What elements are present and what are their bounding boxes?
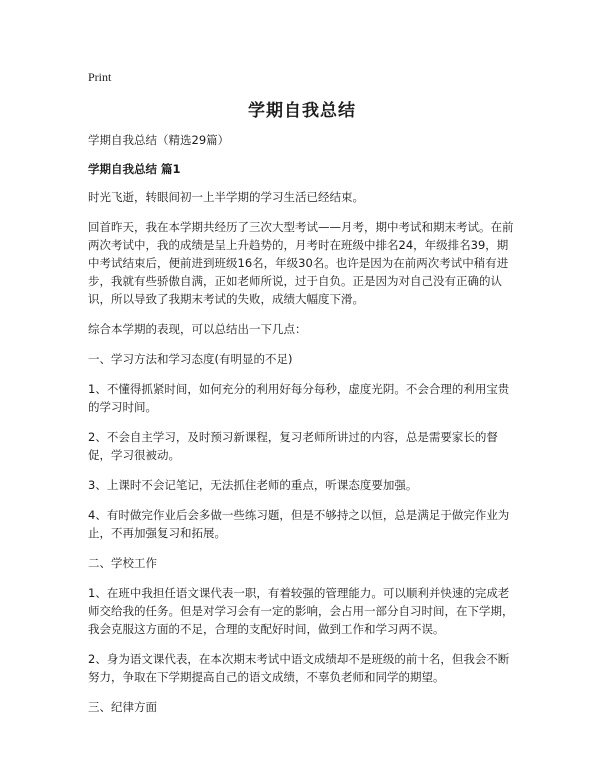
print-label[interactable]: Print	[88, 70, 112, 84]
paragraph: 1、不懂得抓紧时间，如何充分的利用好每分每秒，虚度光阴。不会合理的利用宝贵的学习时间。	[88, 382, 510, 414]
paragraph: 二、学校工作	[88, 556, 157, 570]
paragraph: 一、学习方法和学习态度(有明显的不足)	[88, 352, 293, 366]
paragraph: 三、纪律方面	[88, 700, 157, 714]
paragraph: 时光飞逝，转眼间初一上半学期的学习生活已经结束。	[88, 190, 364, 204]
page-title: 学期自我总结	[248, 101, 356, 121]
document-body	[88, 131, 516, 728]
paragraph: 2、身为语文课代表，在本次期末考试中语文成绩却不是班级的前十名，但我会不断努力，争取在下学期提高自己的语文成绩，不辜负老师和同学的期望。	[88, 652, 510, 684]
section-heading: 学期自我总结 篇1	[88, 162, 181, 176]
paragraph: 4、有时做完作业后会多做一些练习题，但是不够持之以恒，总是满足于做完作业为止，不再加强复习和拓展。	[88, 508, 510, 540]
document-subtitle: 学期自我总结（精选29篇）	[88, 133, 230, 147]
paragraph: 1、在班中我担任语文课代表一职，有着较强的管理能力。可以顺利并快速的完成老师交给我的任务。但是对学习会有一定的影响，会占用一部分自习时间，在下学期，我会克服这方面的不足，合理的支配好时间，做到工作和学习两不误。	[88, 586, 514, 636]
paragraph: 综合本学期的表现，可以总结出一下几点：	[88, 322, 307, 336]
paragraph: 3、上课时不会记笔记，无法抓住老师的重点，听课态度要加强。	[88, 478, 418, 492]
paragraph: 2、不会自主学习，及时预习新课程，复习老师所讲过的内容，总是需要家长的督促，学习很被动。	[88, 430, 498, 462]
paragraph: 回首昨天，我在本学期共经历了三次大型考试——月考，期中考试和期末考试。在前两次考试中，我的成绩是呈上升趋势的，月考时在班级中排名24，年级排名39，期中考试结束后，便前进到班级16名，年级30名。也许是因为在前两次考试中稍有进步，我就有些骄傲自满，正如老师所说，过于自负。正是因为对自己没有正确的认识，所以导致了我期末考试的失败，成绩大幅度下滑。	[88, 220, 514, 306]
